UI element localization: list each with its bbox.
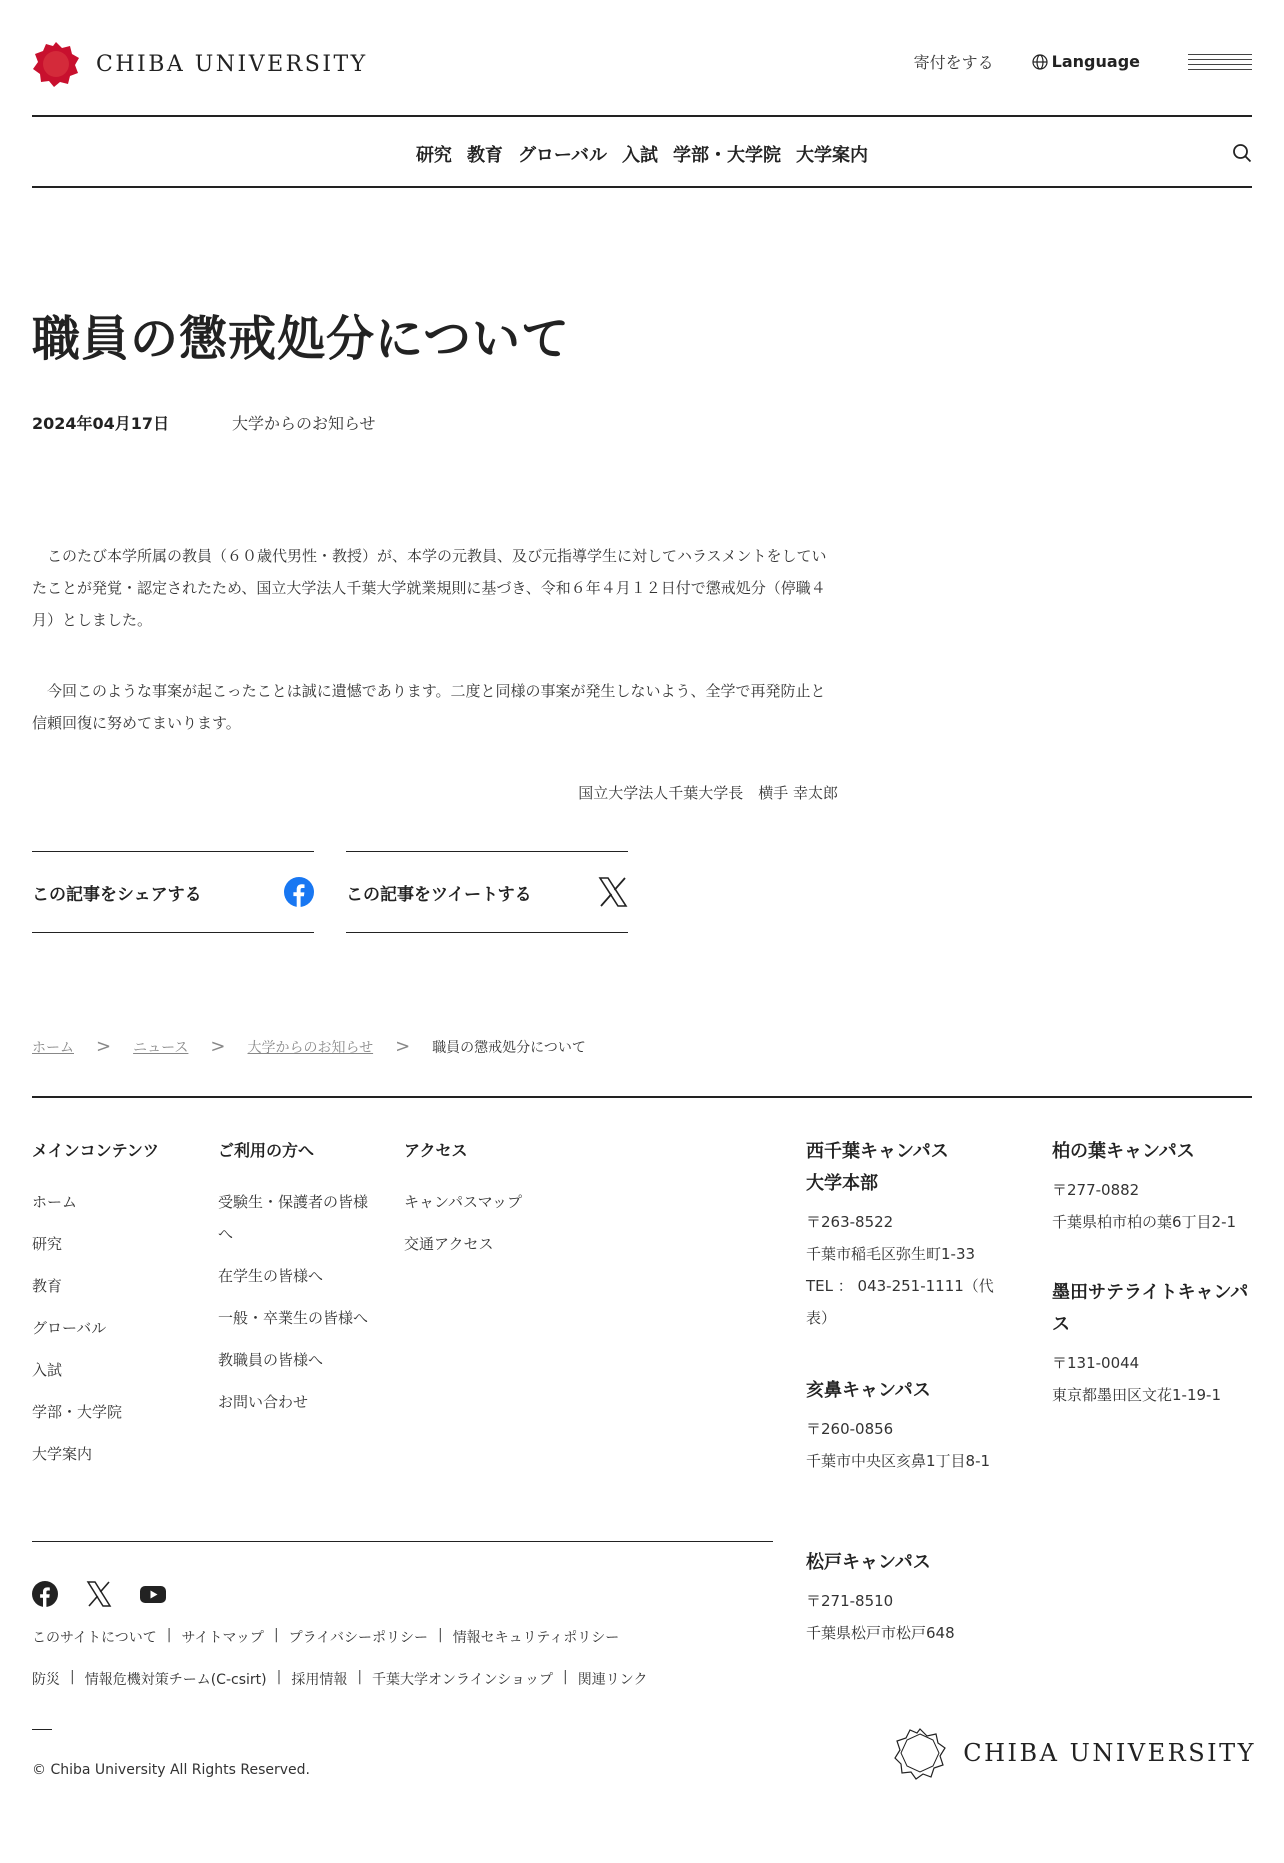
link-security-policy[interactable]: 情報セキュリティポリシー: [452, 1630, 620, 1646]
link-csirt[interactable]: 情報危機対策チーム(C-csirt): [84, 1672, 267, 1688]
campus-nishichiba: [806, 1136, 996, 1334]
facebook-share-label: この記事をシェアする: [32, 884, 202, 905]
breadcrumb: [32, 1036, 586, 1057]
x-share-label: この記事をツイートする: [346, 884, 532, 905]
site-logo[interactable]: [32, 40, 368, 88]
campus-zip: 〒277-0882: [1052, 1181, 1140, 1199]
footer-link-staff[interactable]: 教職員の皆様へ: [218, 1351, 324, 1369]
nav-items: [32, 141, 1252, 167]
link-about-site[interactable]: このサイトについて: [32, 1630, 157, 1646]
nav-item-education[interactable]: 教育: [466, 145, 503, 166]
campus-name: 柏の葉キャンパス: [1052, 1141, 1195, 1162]
footer-link-research[interactable]: 研究: [32, 1235, 63, 1253]
search-icon[interactable]: [1232, 143, 1252, 163]
footer-link-applicants[interactable]: 受験生・保護者の皆様へ: [218, 1193, 369, 1243]
footer-heading: メインコンテンツ: [32, 1141, 159, 1160]
language-switcher[interactable]: [1032, 52, 1140, 71]
footer-link-students[interactable]: 在学生の皆様へ: [218, 1267, 324, 1285]
campus-address: 千葉県松戸市松戸648: [806, 1624, 955, 1642]
campus-address: 千葉市稲毛区弥生町1-33: [806, 1245, 976, 1263]
globe-icon: [1032, 54, 1048, 70]
footer-link-alumni[interactable]: 一般・卒業生の皆様へ: [218, 1309, 369, 1327]
campus-name: 西千葉キャンパス 大学本部: [806, 1141, 949, 1194]
nav-item-faculties[interactable]: 学部・大学院: [673, 145, 782, 166]
link-privacy[interactable]: プライバシーポリシー: [288, 1630, 428, 1646]
breadcrumb-home[interactable]: ホーム: [32, 1039, 74, 1056]
chiba-logo-outline-icon: [893, 1726, 947, 1780]
x-share-button[interactable]: [346, 851, 628, 933]
top-links: [914, 50, 1252, 73]
x-icon: [598, 877, 628, 907]
footer-short-divider: [32, 1729, 52, 1730]
nav-item-about[interactable]: 大学案内: [796, 145, 869, 166]
breadcrumb-current: 職員の懲戒処分について: [432, 1039, 586, 1056]
footer-logo-text: CHIBA UNIVERSITY: [963, 1739, 1256, 1767]
copyright: © Chiba University All Rights Reserved.: [32, 1762, 311, 1778]
campus-inohana: [806, 1375, 996, 1477]
logo-text: CHIBA UNIVERSITY: [96, 51, 368, 77]
footer-main-contents: [32, 1138, 182, 1480]
page-title: 職員の懲戒処分について: [32, 311, 571, 367]
social-links: [32, 1581, 166, 1607]
article-meta: [32, 411, 376, 434]
facebook-share-button[interactable]: [32, 851, 314, 933]
link-related[interactable]: 関連リンク: [577, 1672, 648, 1688]
link-online-shop[interactable]: 千葉大学オンラインショップ: [372, 1672, 553, 1688]
footer-link-campus-map[interactable]: キャンパスマップ: [404, 1193, 523, 1211]
footer-link-home[interactable]: ホーム: [32, 1193, 78, 1211]
link-sitemap[interactable]: サイトマップ: [181, 1630, 264, 1646]
breadcrumb-separator: >: [96, 1036, 112, 1057]
footer-link-admissions[interactable]: 入試: [32, 1361, 63, 1379]
campus-zip: 〒131-0044: [1052, 1354, 1140, 1372]
youtube-icon[interactable]: [140, 1581, 166, 1607]
site-header: [32, 0, 1252, 117]
x-icon[interactable]: [86, 1581, 112, 1607]
facebook-icon[interactable]: [32, 1581, 58, 1607]
language-label: Language: [1051, 52, 1140, 71]
article-paragraph: 今回このような事案が起こったことは誠に遺憾であります。二度と同様の事案が発生しないよう、全学で再発防止と信頼回復に努めてまいります。: [32, 682, 826, 732]
footer-access: [404, 1138, 534, 1270]
campus-address: 東京都墨田区文花1-19-1: [1052, 1386, 1221, 1404]
footer-heading: アクセス: [404, 1141, 468, 1160]
breadcrumb-category[interactable]: 大学からのお知らせ: [247, 1039, 374, 1056]
link-disaster[interactable]: 防災: [32, 1672, 60, 1688]
footer-link-global[interactable]: グローバル: [32, 1319, 107, 1337]
footer-for-users: [218, 1138, 378, 1428]
campus-address: 千葉県柏市柏の葉6丁目2-1: [1052, 1213, 1237, 1231]
footer-link-faculties[interactable]: 学部・大学院: [32, 1403, 123, 1421]
global-nav: [32, 119, 1252, 188]
campus-address: 千葉市中央区亥鼻1丁目8-1: [806, 1452, 991, 1470]
nav-item-research[interactable]: 研究: [415, 145, 452, 166]
menu-button[interactable]: [1188, 54, 1252, 70]
campus-name: 松戸キャンパス: [806, 1552, 931, 1573]
footer-divider: [32, 1541, 773, 1542]
campus-name: 亥鼻キャンパス: [806, 1380, 931, 1401]
campus-zip: 〒271-8510: [806, 1592, 894, 1610]
chiba-logo-icon: [32, 40, 80, 88]
campus-tel: TEL ： 043-251-1111（代表）: [806, 1277, 994, 1327]
breadcrumb-separator: >: [210, 1036, 226, 1057]
article-date: 2024年04月17日: [32, 414, 170, 433]
breadcrumb-news[interactable]: ニュース: [133, 1039, 189, 1056]
article-paragraph: このたび本学所属の教員（６０歳代男性・教授）が、本学の元教員、及び元指導学生に対してハラスメントをしていたことが発覚・認定されたため、国立大学法人千葉大学就業規則に基づき、令和６年４月１２日付で懲戒処分（停職４月）としました。: [32, 547, 827, 629]
nav-item-global[interactable]: グローバル: [517, 145, 608, 166]
footer-divider: [32, 1096, 1252, 1098]
campus-zip: 〒263-8522: [806, 1213, 894, 1231]
footer-link-education[interactable]: 教育: [32, 1277, 63, 1295]
campus-zip: 〒260-0856: [806, 1420, 894, 1438]
footer-links-row2: 防災 | 情報危機対策チーム(C-csirt) | 採用情報 | 千葉大学オンラインショップ | 関連リンク: [32, 1669, 648, 1688]
campus-matsudo: [806, 1547, 996, 1649]
link-recruit[interactable]: 採用情報: [291, 1672, 348, 1688]
footer-link-about[interactable]: 大学案内: [32, 1445, 93, 1463]
campus-name: 墨田サテライトキャンパス: [1052, 1282, 1249, 1335]
breadcrumb-separator: >: [395, 1036, 411, 1057]
footer-links-row1: このサイトについて | サイトマップ | プライバシーポリシー | 情報セキュリティポリシー: [32, 1627, 620, 1646]
footer-heading: ご利用の方へ: [218, 1141, 315, 1160]
campus-kashiwanoha: [1052, 1136, 1262, 1238]
footer-logo[interactable]: [893, 1726, 1256, 1780]
facebook-icon: [284, 877, 314, 907]
nav-item-admissions[interactable]: 入試: [622, 145, 659, 166]
footer-link-transport[interactable]: 交通アクセス: [404, 1235, 494, 1253]
campus-sumida: [1052, 1277, 1262, 1411]
article-signature: 国立大学法人千葉大学長 横手 幸太郎: [578, 784, 838, 802]
footer-link-contact[interactable]: お問い合わせ: [218, 1393, 309, 1411]
article-category[interactable]: 大学からのお知らせ: [232, 414, 376, 433]
donate-link[interactable]: 寄付をする: [913, 53, 994, 72]
